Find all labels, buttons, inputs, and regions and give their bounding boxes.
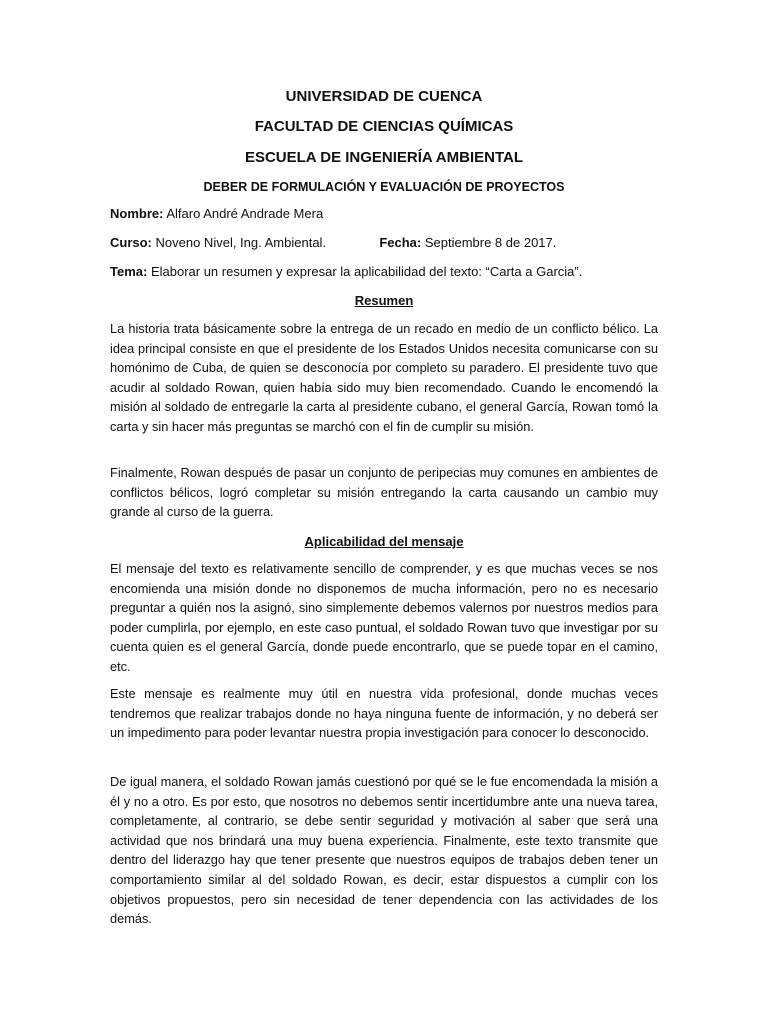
applicability-paragraph-1: El mensaje del texto es relativamente sencillo de comprender, y es que muchas veces se nos encomienda una misión donde no disponemos de mucha información, pero no es necesario preguntar a quién nos la asignó, sino simplemente debemos valernos por nuestros medios para poder cumplirla, por ejemplo, en este caso puntual, el soldado Rowan tuvo que investigar por su cuenta quien es el general García, donde puede encontrarlo, que se puede topar en el camino, etc. (110, 561, 658, 674)
topic-line (110, 264, 658, 280)
summary-paragraph-2: Finalmente, Rowan después de pasar un conjunto de peripecias muy comunes en ambientes de conflictos bélicos, logró completar su misión entregando la carta causando un cambio muy grande al curso de la guerra. (110, 465, 658, 520)
course-value: Noveno Nivel, Ing. Ambiental. (155, 235, 327, 250)
course-date-line (110, 235, 658, 251)
document-page (110, 0, 658, 1024)
topic-value: Elaborar un resumen y expresar la aplicabilidad del texto: “Carta a Garcia”. (150, 264, 583, 279)
name-label: Nombre: (110, 206, 164, 221)
university-heading: UNIVERSIDAD DE CUENCA (285, 88, 483, 105)
applicability-title: Aplicabilidad del mensaje (304, 534, 464, 549)
assignment-heading: DEBER DE FORMULACIÓN Y EVALUACIÓN DE PROYECTOS (203, 180, 565, 194)
name-value: Alfaro André Andrade Mera (166, 206, 324, 221)
name-line (110, 206, 658, 222)
applicability-paragraph-3: De igual manera, el soldado Rowan jamás cuestionó por qué se le fue encomendada la misión a él y no a otro. Es por esto, que nosotros no debemos sentir incertidumbre ante una nueva tarea, completamente, al contrario, se debe sentir seguridad y motivación al saber que será una actividad que nos brindará una muy buena experiencia. Finalmente, este texto transmite que dentro del liderazgo hay que tener presente que nuestros equipos de trabajos deben tener un comportamiento similar al del soldado Rowan, es decir, estar dispuestos a cumplir con los objetivos propuestos, pero sin necesidad de tener dependencia con las actividades de los demás. (110, 774, 658, 927)
faculty-heading: FACULTAD DE CIENCIAS QUÍMICAS (254, 118, 514, 135)
applicability-paragraph-2: Este mensaje es realmente muy útil en nuestra vida profesional, donde muchas veces tendremos que realizar trabajos donde no haya ninguna fuente de información, y no deberá ser un impedimento para poder levantar nuestra propia investigación para conocer lo desconocido. (110, 686, 658, 741)
date-value: Septiembre 8 de 2017. (424, 235, 557, 250)
topic-label: Tema: (110, 264, 148, 279)
school-heading: ESCUELA DE INGENIERÍA AMBIENTAL (244, 149, 524, 166)
date-label: Fecha: (379, 235, 422, 250)
summary-paragraph-1: La historia trata básicamente sobre la entrega de un recado en medio de un conflicto bélico. La idea principal consiste en que el presidente de los Estados Unidos necesita comunicarse con su homónimo de Cuba, de quien se desconocía por completo su paradero. El presidente tuvo que acudir al soldado Rowan, quien había sido muy bien recomendado. Cuando le encomendó la misión al soldado de entregarle la carta al presidente cubano, el general García, Rowan tomó la carta y sin hacer más preguntas se marchó con el fin de cumplir su misión. (110, 321, 658, 434)
summary-title: Resumen (354, 293, 414, 308)
course-label: Curso: (110, 235, 152, 250)
